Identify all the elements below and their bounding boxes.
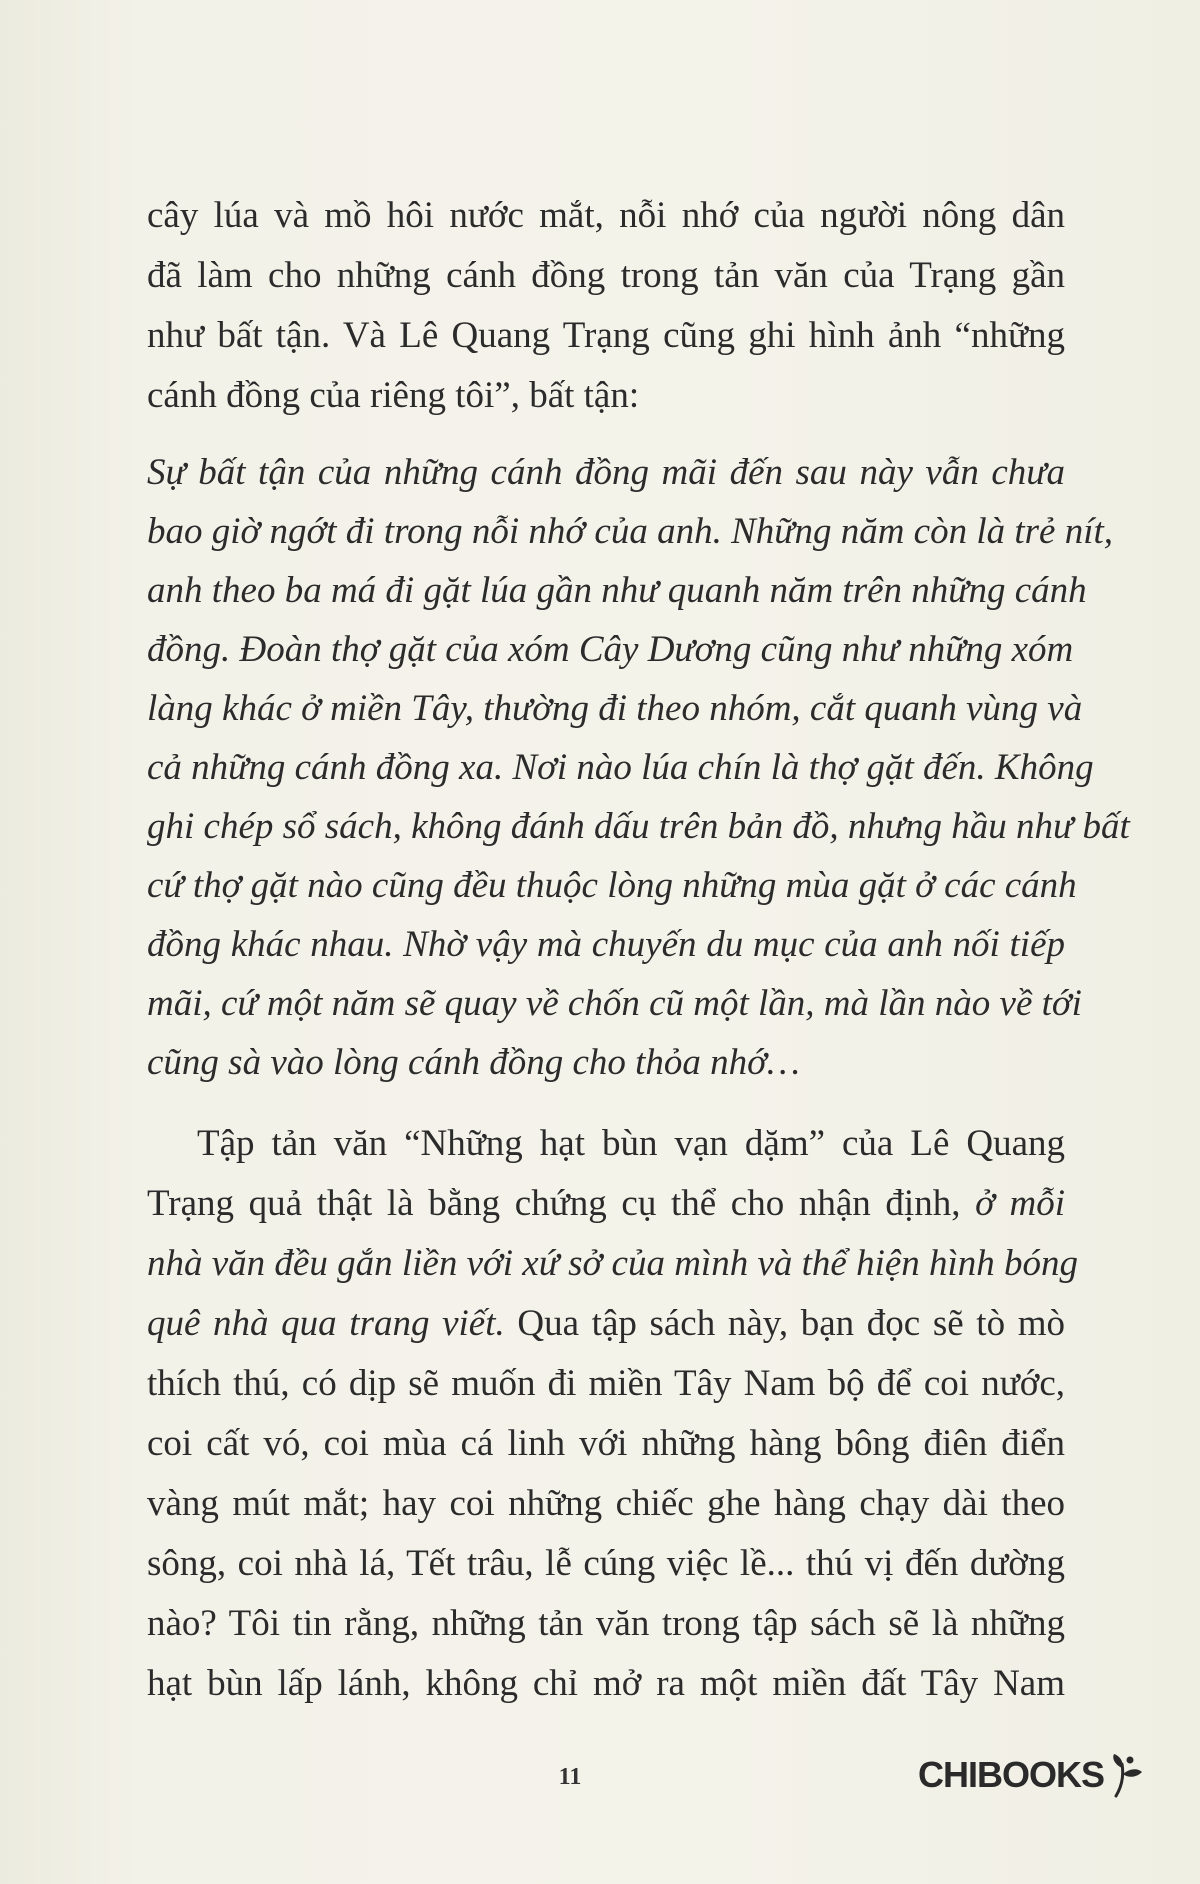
text-line xyxy=(147,1174,1065,1234)
quote-line: bao giờ ngớt đi trong nỗi nhớ của anh. Những năm còn là trẻ nít, xyxy=(147,511,1114,552)
quote-line: đồng khác nhau. Nhờ vậy mà chuyến du mục của anh nối tiếp xyxy=(147,924,1065,965)
text-line xyxy=(147,1234,1079,1294)
text-line: vàng mút mắt; hay coi những chiếc ghe hàng chạy dài theo xyxy=(147,1483,1065,1524)
italic-segment: ở mỗi xyxy=(975,1183,1065,1224)
second-paragraph xyxy=(147,1114,1079,1714)
quote-line: Sự bất tận của những cánh đồng mãi đến sau này vẫn chưa xyxy=(147,452,1065,493)
text-line: cây lúa và mồ hôi nước mắt, nỗi nhớ của người nông dân xyxy=(147,195,1065,236)
text-line: thích thú, có dịp sẽ muốn đi miền Tây Nam bộ để coi nước, xyxy=(147,1363,1065,1404)
quote-line: cứ thợ gặt nào cũng đều thuộc lòng những mùa gặt ở các cánh xyxy=(147,865,1077,906)
quote-line: đồng. Đoàn thợ gặt của xóm Cây Dương cũng như những xóm xyxy=(147,629,1074,670)
quote-line: cả những cánh đồng xa. Nơi nào lúa chín là thợ gặt đến. Không xyxy=(147,747,1094,788)
quote-line: làng khác ở miền Tây, thường đi theo nhóm, cắt quanh vùng và xyxy=(147,688,1083,729)
quoted-passage xyxy=(147,443,1130,1092)
quote-line: anh theo ba má đi gặt lúa gần như quanh năm trên những cánh xyxy=(147,570,1087,611)
text-line: như bất tận. Và Lê Quang Trạng cũng ghi hình ảnh “những xyxy=(147,315,1065,356)
text-segment: Trạng quả thật là bằng chứng cụ thể cho nhận định, xyxy=(147,1183,976,1224)
quote-line: cũng sà vào lòng cánh đồng cho thỏa nhớ… xyxy=(147,1042,800,1083)
publisher-logo xyxy=(918,1750,1148,1800)
text-line: nào? Tôi tin rằng, những tản văn trong tập sách sẽ là những xyxy=(147,1603,1065,1644)
leaf-sprout-icon xyxy=(1108,1752,1148,1798)
intro-paragraph xyxy=(147,186,1065,426)
text-line: cánh đồng của riêng tôi”, bất tận: xyxy=(147,375,640,416)
text-line: coi cất vó, coi mùa cá linh với những hàng bông điên điển xyxy=(147,1423,1065,1464)
text-line: Tập tản văn “Những hạt bùn vạn dặm” của Lê Quang xyxy=(197,1123,1065,1164)
text-line xyxy=(147,1294,1065,1354)
publisher-name: CHIBOOKS xyxy=(918,1754,1105,1795)
text-line: sông, coi nhà lá, Tết trâu, lễ cúng việc lề... thú vị đến dường xyxy=(147,1543,1065,1584)
italic-segment: quê nhà qua trang viết. xyxy=(147,1303,505,1344)
quote-line: mãi, cứ một năm sẽ quay về chốn cũ một lần, mà lần nào về tới xyxy=(147,983,1082,1024)
text-segment: Qua tập sách này, bạn đọc sẽ tò mò xyxy=(504,1303,1065,1344)
quote-line: ghi chép sổ sách, không đánh dấu trên bản đồ, nhưng hầu như bất xyxy=(147,806,1130,847)
text-line: đã làm cho những cánh đồng trong tản văn của Trạng gần xyxy=(147,255,1065,296)
text-line: hạt bùn lấp lánh, không chỉ mở ra một miền đất Tây Nam xyxy=(147,1663,1065,1704)
italic-segment: nhà văn đều gắn liền với xứ sở của mình và thể hiện hình bóng xyxy=(147,1243,1079,1284)
page-number: 11 xyxy=(558,1764,582,1790)
